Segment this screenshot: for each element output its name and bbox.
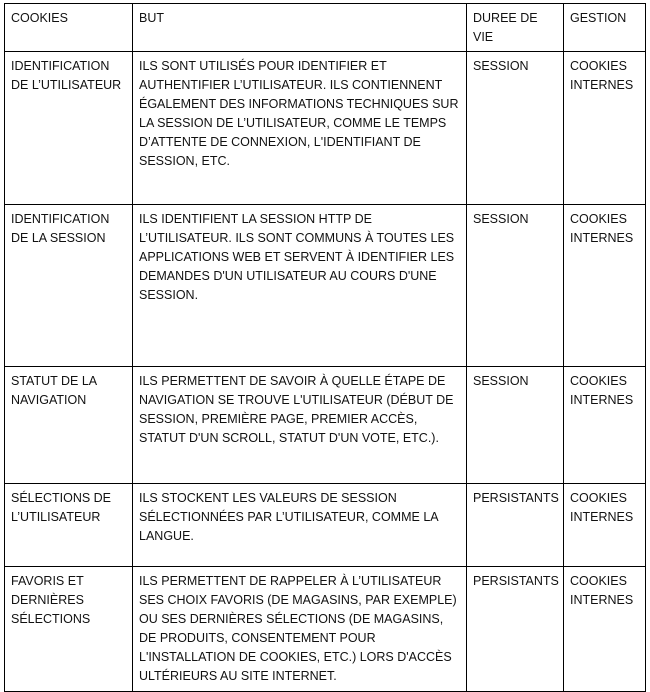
cookie-purpose-cell: ILS PERMETTENT DE SAVOIR À QUELLE ÉTAPE DE NAVIGATION SE TROUVE L'UTILISATEUR (DÉBUT DE SESSION, PREMIÈRE PAGE, PREMIER ACCÈS, STATUT D'UN SCROLL, STATUT D'UN VOTE, ETC.).: [133, 367, 467, 484]
cookie-management-cell: COOKIES INTERNES: [564, 205, 646, 367]
cookie-duration-cell: PERSISTANTS: [467, 567, 564, 692]
cookie-name-cell: FAVORIS ET DERNIÈRES SÉLECTIONS: [5, 567, 133, 692]
cookie-purpose-cell: ILS PERMETTENT DE RAPPELER À L’UTILISATEUR SES CHOIX FAVORIS (DE MAGASINS, PAR EXEMPLE) OU SES DERNIÈRES SÉLECTIONS (DE MAGASINS, DE PRODUITS, CONSENTEMENT POUR L'INSTALLATION DE COOKIES, ETC.) LORS D'ACCÈS ULTÉRIEURS AU SITE INTERNET.: [133, 567, 467, 692]
cookie-name-cell: IDENTIFICATION DE LA SESSION: [5, 205, 133, 367]
table-row: [5, 367, 646, 484]
table-row: [5, 52, 646, 205]
cookie-duration-cell: SESSION: [467, 205, 564, 367]
cookie-duration-cell: SESSION: [467, 52, 564, 205]
cookie-purpose-cell: ILS IDENTIFIENT LA SESSION HTTP DE L’UTILISATEUR. ILS SONT COMMUNS À TOUTES LES APPLICATIONS WEB ET SERVENT À IDENTIFIER LES DEMANDES D'UN UTILISATEUR AU COURS D'UNE SESSION.: [133, 205, 467, 367]
header-management: GESTION: [564, 4, 646, 52]
cookie-name-cell: SÉLECTIONS DE L’UTILISATEUR: [5, 484, 133, 567]
cookie-management-cell: COOKIES INTERNES: [564, 484, 646, 567]
cookie-management-cell: COOKIES INTERNES: [564, 567, 646, 692]
table-row: [5, 205, 646, 367]
cookies-table: [4, 3, 646, 692]
cookie-purpose-cell: ILS SONT UTILISÉS POUR IDENTIFIER ET AUTHENTIFIER L’UTILISATEUR. ILS CONTIENNENT ÉGALEMENT DES INFORMATIONS TECHNIQUES SUR LA SESSION DE L’UTILISATEUR, COMME LE TEMPS D’ATTENTE DE CONNEXION, L'IDENTIFIANT DE SESSION, ETC.: [133, 52, 467, 205]
cookie-duration-cell: SESSION: [467, 367, 564, 484]
header-purpose: BUT: [133, 4, 467, 52]
cookie-name-cell: IDENTIFICATION DE L’UTILISATEUR: [5, 52, 133, 205]
header-duration: DUREE DE VIE: [467, 4, 564, 52]
cookie-duration-cell: PERSISTANTS: [467, 484, 564, 567]
cookie-management-cell: COOKIES INTERNES: [564, 367, 646, 484]
cookie-name-cell: STATUT DE LA NAVIGATION: [5, 367, 133, 484]
cookie-management-cell: COOKIES INTERNES: [564, 52, 646, 205]
table-header-row: [5, 4, 646, 52]
table-row: [5, 567, 646, 692]
table-row: [5, 484, 646, 567]
header-cookies: COOKIES: [5, 4, 133, 52]
cookie-purpose-cell: ILS STOCKENT LES VALEURS DE SESSION SÉLECTIONNÉES PAR L’UTILISATEUR, COMME LA LANGUE.: [133, 484, 467, 567]
